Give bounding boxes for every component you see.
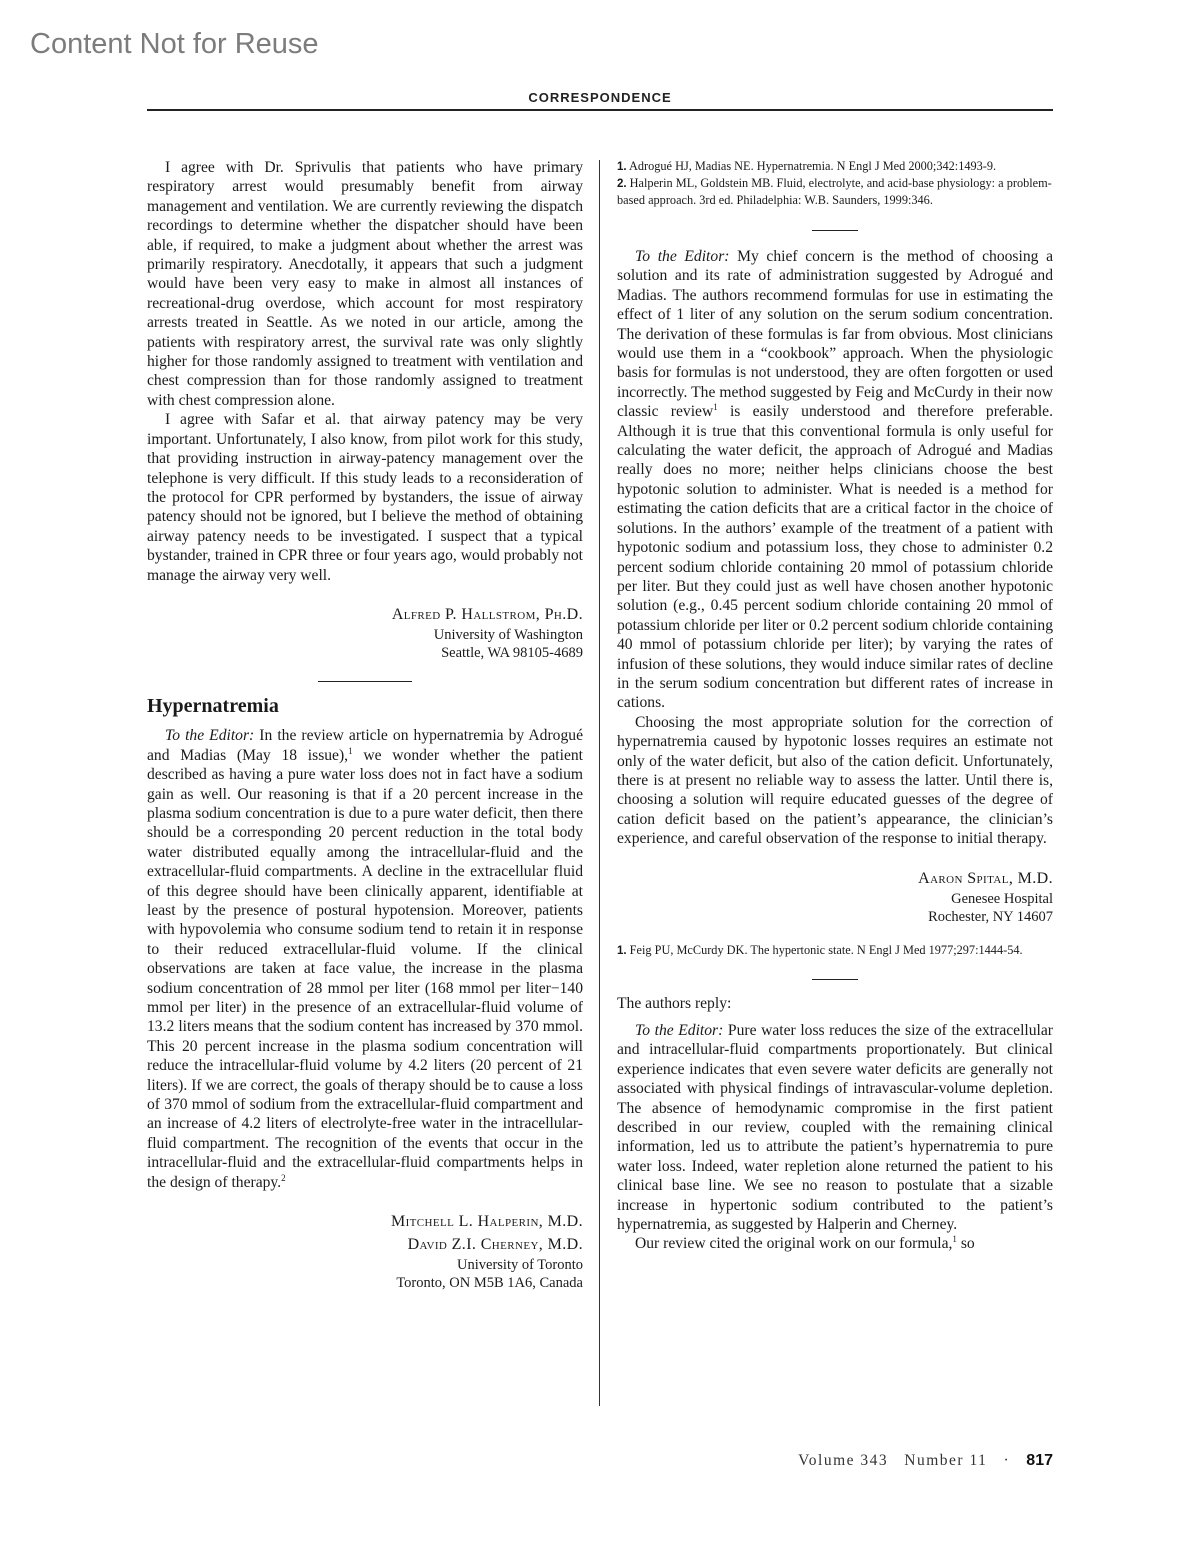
reference-item bbox=[617, 175, 1053, 208]
watermark: Content Not for Reuse bbox=[30, 28, 319, 60]
paragraph bbox=[617, 247, 1053, 713]
section-title: Hypernatremia bbox=[147, 694, 279, 717]
paragraph-text: we wonder whether the patient described as having a pure water loss does not in fact have a sodium gain as well. Our reasoning is that if a 20 percent increase in the plasma sodium concentration is due to a pure water deficit, then there should be a corresponding 20 percent reduction in the total body water distributed equally among the intracellular-fluid and the extracellular-fluid compartments. A decline in the extracellular fluid of this degree should have been clinically apparent, identifiable at least by the presence of postural hypotension. Moreover, patients with hypovolemia who consume sodium tend to retain it in response to their reduced extracellular-fluid volume. If the clinical observations are taken at face value, the increase in the plasma sodium concentration of 28 mmol per liter (168 mmol per liter−140 mmol per liter) in the presence of an extracellular-fluid volume of 13.2 liters means that the sodium content has increased by 370 mmol. This 20 percent increase in the plasma sodium concentration will reduce the intracellular-fluid volume by 4.2 liters (20 percent of 21 liters). If we are correct, the goals of therapy should be to cause a loss of 370 mmol of sodium from the extracellular-fluid compartment and an increase of 4.2 liters of electrolyte-free water in the intracellular-fluid compartment. The recognition of the events that occur in the intracellular-fluid and the extracellular-fluid compartments helps in the design of therapy. bbox=[147, 746, 583, 1191]
reference-number: 1. bbox=[617, 944, 627, 957]
paragraph: I agree with Safar et al. that airway patency may be very important. Unfortunately, I also know, from pilot work for this study, that providing instruction in airway-patency management over the telephone is very difficult. If this study leads to a reconsideration of the protocol for CPR performed by bystanders, the issue of airway patency should not be ignored, but I believe the method of obtaining airway patency needs to be investigated. I suspect that a typical bystander, trained in CPR three or four years ago, would probably not manage the airway very well. bbox=[147, 411, 583, 584]
paragraph-text: In the review article on hypernatremia by Adrogué and Madias (May 18 issue), bbox=[147, 727, 583, 764]
page-number: 817 bbox=[1026, 1452, 1053, 1469]
paragraph: Choosing the most appropriate solution for the correction of hypernatremia caused by hypotonic losses requires an estimate not only of the water deficit, but also of the cation deficit. Unfortunately, there is at present no reliable way to assess the latter. Until there is, choosing a solution will require educated guesses of the degree of cation deficit based on the patient’s appearance, the clinician’s experience, and careful observation of the response to initial therapy. bbox=[617, 713, 1053, 848]
signature-name: Aaron Spital, M.D. bbox=[918, 869, 1053, 887]
reply-heading: The authors reply: bbox=[617, 994, 732, 1012]
reference-item bbox=[617, 158, 1053, 175]
signature-name: David Z.I. Cherney, M.D. bbox=[407, 1236, 583, 1254]
paragraph bbox=[617, 1021, 1053, 1234]
column-divider bbox=[599, 160, 600, 1406]
right-column bbox=[617, 158, 1053, 1254]
signature-address: Seattle, WA 98105-4689 bbox=[441, 644, 583, 661]
signature-address: Toronto, ON M5B 1A6, Canada bbox=[396, 1275, 583, 1292]
paragraph-text: so bbox=[956, 1235, 975, 1253]
signature-name: Mitchell L. Halperin, M.D. bbox=[390, 1213, 583, 1231]
citation-sup: 1 bbox=[952, 1234, 957, 1245]
paragraph-text: Our review cited the original work on our formula, bbox=[635, 1235, 953, 1253]
reference-number: 2. bbox=[617, 178, 627, 190]
citation-sup: 2 bbox=[281, 1172, 286, 1183]
header-rule bbox=[147, 109, 1053, 111]
to-editor-label: To the Editor: bbox=[165, 727, 255, 745]
volume-label: Volume 343 bbox=[798, 1452, 889, 1469]
signature-affiliation: University of Toronto bbox=[457, 1257, 583, 1274]
issue-number: Number 11 bbox=[904, 1452, 988, 1469]
running-header: CORRESPONDENCE bbox=[528, 90, 672, 105]
reference-number: 1. bbox=[617, 161, 627, 173]
reference-text: Feig PU, McCurdy DK. The hypertonic state. N Engl J Med 1977;297:1444-54. bbox=[626, 942, 1023, 957]
footer-dot: · bbox=[1003, 1452, 1011, 1469]
paragraph-text: My chief concern is the method of choosing a solution and its rate of administration suggested by Adrogué and Madias. The authors recommend formulas for use in estimating the effect of 1 liter of any solution on the serum sodium concentration. The derivation of these formulas is far from obvious. Most clinicians would use them in a “cookbook” approach. When the physiologic basis for formulas is not understood, they are often forgotten or used incorrectly. The method suggested by Feig and McCurdy in their now classic review bbox=[617, 248, 1053, 421]
paragraph-text: Pure water loss reduces the size of the extracellular and intracellular-fluid compartments proportionately. But clinical experience indicates that even severe water deficits are generally not associated with physical findings of intravascular-volume depletion. The absence of hemodynamic compromise in the first patient described in our review, coupled with the remaining clinical information, led us to attribute the patient’s hypernatremia to pure water loss. Indeed, water repletion alone returned the patient to his clinical base line. We see no reason to postulate that a sizable increase in hypertonic sodium contributed to the patient’s hypernatremia, as suggested by Halperin and Cherney. bbox=[617, 1022, 1054, 1234]
left-column bbox=[147, 158, 583, 1292]
reference-text: Halperin ML, Goldstein MB. Fluid, electrolyte, and acid-base physiology: a problem-based approach. 3rd ed. Philadelphia: W.B. Saunders, 1999:346. bbox=[617, 176, 1052, 207]
signature-name: Alfred P. Hallstrom, Ph.D. bbox=[391, 605, 583, 623]
paragraph: I agree with Dr. Sprivulis that patients who have primary respiratory arrest would presumably benefit from airway management and ventilation. We are currently reviewing the dispatch recordings to determine whether the dispatcher should have been able, if required, to make a judgment about whether the arrest was primarily respiratory. Anecdotally, it appears that such a judgment would have been very easy to make in almost all instances of recreational-drug overdose, which account for most respiratory arrests treated in Seattle. As we noted in our article, among the patients with respiratory arrest, the survival rate was only slightly higher for those randomly assigned to treatment with ventilation and chest compression than for those randomly assigned to treatment with chest compression alone. bbox=[147, 159, 583, 409]
reference-text: Adrogué HJ, Madias NE. Hypernatremia. N Engl J Med 2000;342:1493-9. bbox=[626, 159, 997, 173]
reference-item bbox=[617, 942, 1053, 959]
signature-affiliation: University of Washington bbox=[433, 626, 583, 643]
citation-sup: 1 bbox=[713, 402, 718, 413]
paragraph-text: is easily understood and therefore preferable. Although it is true that this conventional formula is only useful for calculating the water deficit, the approach of Adrogué and Madias really does no more; neither helps clinicians choose the best hypotonic solution to administer. What is needed is a method for estimating the cation deficits that are a critical factor in the choice of solutions. In the authors’ example of the treatment of a patient with hypotonic sodium and potassium loss, they chose to administer 0.2 percent sodium chloride containing 20 mmol of potassium chloride per liter. But they could just as well have chosen another hypotonic solution (e.g., 0.45 percent sodium chloride containing 20 mmol of potassium chloride per liter or 0.2 percent sodium chloride containing 40 mmol of potassium chloride per liter); by varying the rates of infusion of these solutions, they would induce similar rates of decline in the serum sodium concentration but different rates of increase in cations. bbox=[617, 403, 1053, 712]
citation-sup: 1 bbox=[348, 745, 353, 756]
to-editor-label: To the Editor: bbox=[635, 248, 730, 265]
page-footer bbox=[600, 1452, 1053, 1470]
signature-affiliation: Genesee Hospital bbox=[951, 890, 1053, 907]
to-editor-label: To the Editor: bbox=[635, 1022, 724, 1039]
paragraph bbox=[147, 726, 583, 1192]
paragraph bbox=[617, 1234, 1053, 1253]
signature-address: Rochester, NY 14607 bbox=[928, 908, 1053, 925]
